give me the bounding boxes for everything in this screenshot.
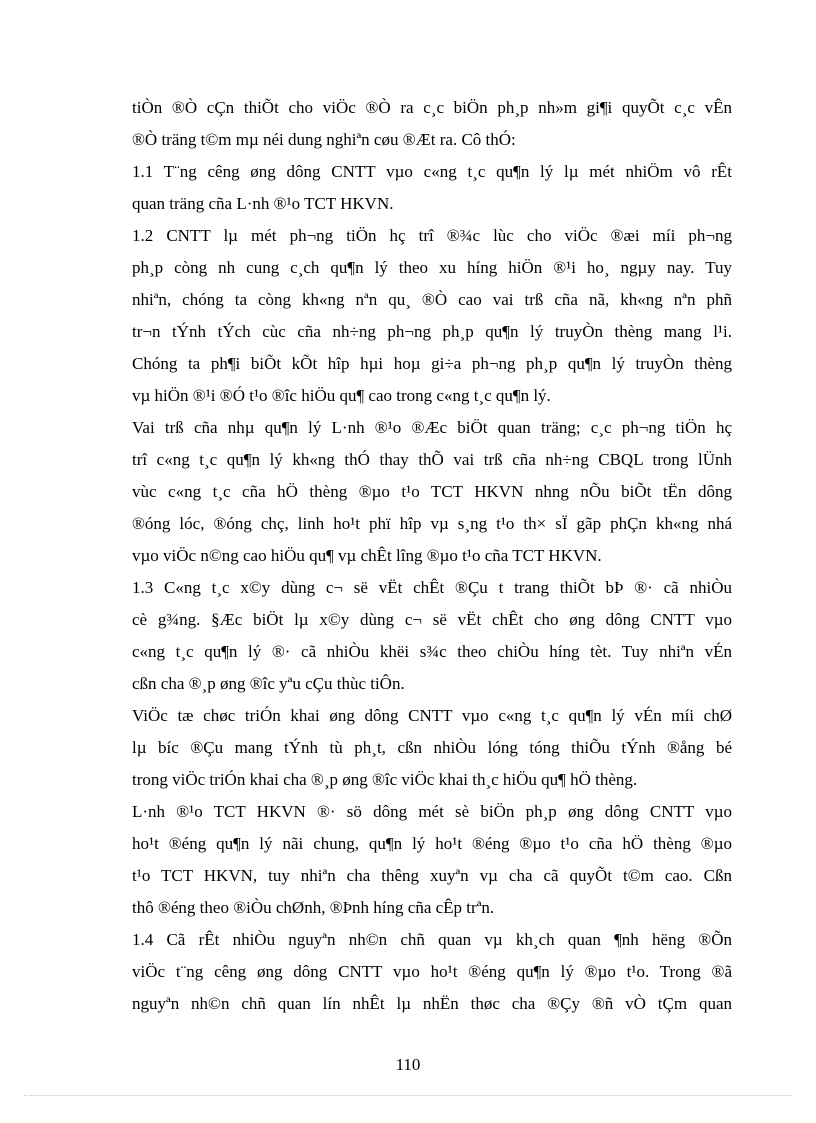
text-line: 1.3 C«ng t¸c x©y dùng c¬ së vËt chÊt ®Çu t trang thiÕt bÞ ®· cã nhiÒu (132, 578, 732, 597)
text-line: trî c«ng t¸c qu¶n lý kh«ng thÓ thay thÕ vai trß cña nh÷ng CBQL trong lÜnh (132, 450, 732, 469)
text-line: quan träng cña L·nh ®¹o TCT HKVN. (132, 194, 394, 213)
text-line: nhiªn, chóng ta còng kh«ng nªn qu¸ ®Ò cao vai trß cña nã, kh«ng nªn phñ (132, 290, 732, 309)
text-line: vµ hiÖn ®¹i ®Ó t¹o ®îc hiÖu qu¶ cao trong c«ng t¸c qu¶n lý. (132, 386, 551, 405)
text-line: t¹o TCT HKVN, tuy nhiªn cha thêng xuyªn vµ cha cã quyÕt t©m cao. Cßn (132, 866, 732, 885)
text-line: L·nh ®¹o TCT HKVN ®· sö dông mét sè biÖn ph¸p øng dông CNTT vµo (132, 802, 732, 821)
text-line: cè g¾ng. §Æc biÖt lµ x©y dùng c¬ së vËt chÊt cho øng dông CNTT vµo (132, 610, 732, 629)
text-line: ViÖc tæ chøc triÓn khai øng dông CNTT vµo c«ng t¸c qu¶n lý vÉn míi chØ (132, 706, 732, 725)
text-line: ph¸p còng nh cung c¸ch qu¶n lý theo xu híng hiÖn ®¹i ho¸ ngµy nay. Tuy (132, 258, 732, 277)
page-number: 110 (395, 1055, 421, 1074)
text-line: viÖc t¨ng cêng øng dông CNTT vµo ho¹t ®éng qu¶n lý ®µo t¹o. Trong ®ã (132, 962, 732, 981)
text-line: ho¹t ®éng qu¶n lý nãi chung, qu¶n lý ho¹t ®éng ®µo t¹o cña hÖ thèng ®µo (132, 834, 732, 853)
text-line: ®Ò träng t©m mµ néi dung nghiªn cøu ®Æt ra. Cô thÓ: (132, 130, 516, 149)
text-line: trong viÖc triÓn khai cha ®¸p øng ®îc viÖc khai th¸c hiÖu qu¶ hÖ thèng. (132, 770, 638, 789)
text-line: cßn cha ®¸p øng ®îc yªu cÇu thùc tiÔn. (132, 674, 405, 693)
text-line: tiÒn ®Ò cÇn thiÕt cho viÖc ®Ò ra c¸c biÖn ph¸p nh»m gi¶i quyÕt c¸c vÊn (132, 98, 732, 117)
text-line: vµo viÖc n©ng cao hiÖu qu¶ vµ chÊt lîng ®µo t¹o cña TCT HKVN. (132, 546, 602, 565)
text-line: 1.1 T¨ng cêng øng dông CNTT vµo c«ng t¸c qu¶n lý lµ mét nhiÖm vô rÊt (132, 162, 732, 181)
text-line: thô ®éng theo ®iÒu chØnh, ®Þnh híng cña cÊp trªn. (132, 898, 495, 917)
text-line: Chóng ta ph¶i biÕt kÕt hîp hµi hoµ gi÷a ph¬ng ph¸p qu¶n lý truyÒn thèng (132, 354, 732, 373)
text-line: c«ng t¸c qu¶n lý ®· cã nhiÒu khëi s¾c theo chiÒu híng tèt. Tuy nhiªn vÉn (132, 642, 732, 661)
text-line: 1.4 Cã rÊt nhiÒu nguyªn nh©n chñ quan vµ kh¸ch quan ¶nh hëng ®Õn (132, 930, 732, 949)
body-text (132, 92, 732, 1020)
text-line: tr¬n tÝnh tÝch cùc cña nh÷ng ph¬ng ph¸p qu¶n lý truyÒn thèng mang l¹i. (132, 322, 732, 341)
text-line: lµ bíc ®Çu mang tÝnh tù ph¸t, cßn nhiÒu lóng tóng thiÕu tÝnh ®ång bé (132, 738, 732, 757)
text-line: Vai trß cña nhµ qu¶n lý L·nh ®¹o ®Æc biÖt quan träng; c¸c ph¬ng tiÖn hç (132, 418, 732, 437)
text-line: nguyªn nh©n chñ quan lín nhÊt lµ nhËn thøc cha ®Çy ®ñ vÒ tÇm quan (132, 994, 732, 1013)
text-line: 1.2 CNTT lµ mét ph¬ng tiÖn hç trî ®¾c lùc cho viÖc ®æi míi ph¬ng (132, 226, 732, 245)
text-line: vùc c«ng t¸c cña hÖ thèng ®µo t¹o TCT HKVN nhng nÕu biÕt tËn dông (132, 482, 732, 501)
page-bottom-divider (24, 1095, 792, 1096)
text-line: ®óng lóc, ®óng chç, linh ho¹t phï hîp vµ s¸ng t¹o th× sÏ gãp phÇn kh«ng nhá (132, 514, 732, 533)
